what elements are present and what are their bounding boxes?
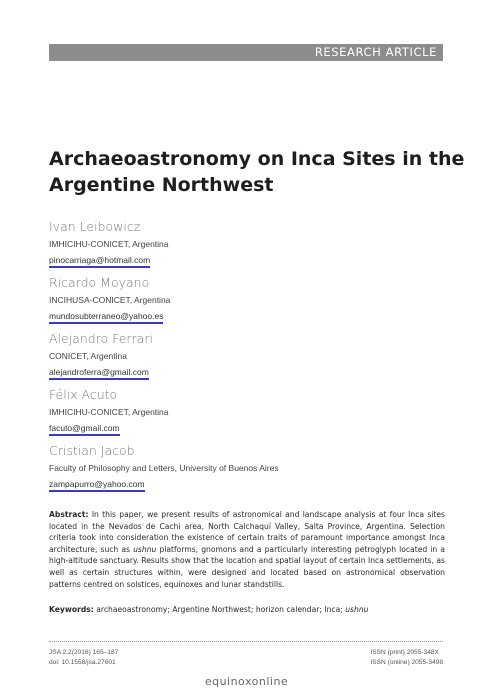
- author-affiliation: CONICET, Argentina: [49, 351, 127, 361]
- footer-divider: [49, 641, 443, 642]
- author-name: Ricardo Moyano: [49, 275, 150, 290]
- author-block: [49, 275, 449, 324]
- author-email-link[interactable]: alejandroferra@gmail.com: [49, 367, 149, 380]
- footer-citation: [49, 648, 118, 667]
- journal-citation: JSA 2.2(2016) 165–187: [49, 649, 119, 656]
- author-list: [49, 219, 449, 499]
- abstract: [49, 509, 445, 590]
- abstract-label: Abstract:: [49, 510, 89, 519]
- keywords: [49, 604, 445, 615]
- author-name: Ivan Leibowicz: [49, 219, 141, 234]
- keywords-italic-term: ushnu: [345, 605, 369, 614]
- author-affiliation: IMHICIHU-CONICET, Argentina: [49, 239, 169, 249]
- publisher-logo: equinoxonline: [204, 675, 289, 688]
- author-email-link[interactable]: pinocarriaga@hotmail.com: [49, 255, 150, 268]
- abstract-text: In this paper, we present results of astronomical and landscape analysis at four Inca sites located in the Nevados de Cachi area, North Calchaquí Valley, Salta Province, Argentina. Selection criteria took into consideration the existence of certain traits of paramount importance amongst Inca architecture, such as: [49, 510, 445, 554]
- author-email-link[interactable]: zampapurro@yahoo.com: [49, 479, 145, 492]
- author-block: [49, 387, 449, 436]
- issn-online: ISSN (online) 2055-3498: [370, 658, 443, 666]
- doi[interactable]: doi: 10.1558/jsa.27601: [49, 658, 116, 666]
- abstract-italic-term: ushnu: [133, 544, 157, 554]
- abstract-text: platforms, gnomons and a particularly interesting petroglyph located in a high-altitude sanctuary. Results show that the location and spatial layout of certain Inca settlements, as well as certain structures within, were designed and located based on astronomical observation patterns centred on solstices, equinoxes and lunar standstills.: [49, 544, 445, 589]
- author-block: [49, 219, 449, 268]
- keywords-text: archaeoastronomy; Argentine Northwest; horizon calendar; Inca;: [96, 605, 343, 614]
- author-block: [49, 331, 449, 380]
- author-affiliation: IMHICIHU-CONICET, Argentina: [49, 407, 169, 417]
- issn-print: ISSN (print) 2055-348X: [370, 649, 439, 656]
- author-affiliation: Faculty of Philosophy and Letters, University of Buenos Aires: [49, 463, 279, 473]
- footer-issn: [370, 648, 443, 667]
- author-block: [49, 443, 449, 492]
- author-email-link[interactable]: mundosubterraneo@yahoo.es: [49, 311, 163, 324]
- keywords-label: Keywords:: [49, 605, 94, 614]
- article-type-banner: RESEARCH ARTICLE: [49, 44, 443, 61]
- author-name: Cristian Jacob: [49, 443, 135, 458]
- author-email-link[interactable]: facuto@gmail.com: [49, 423, 120, 436]
- author-name: Alejandro Ferrari: [49, 331, 153, 346]
- author-affiliation: INCIHUSA-CONICET, Argentina: [49, 295, 171, 305]
- article-title: Archaeoastronomy on Inca Sites in the Argentine Northwest: [49, 148, 465, 196]
- author-name: Félix Acuto: [49, 387, 118, 402]
